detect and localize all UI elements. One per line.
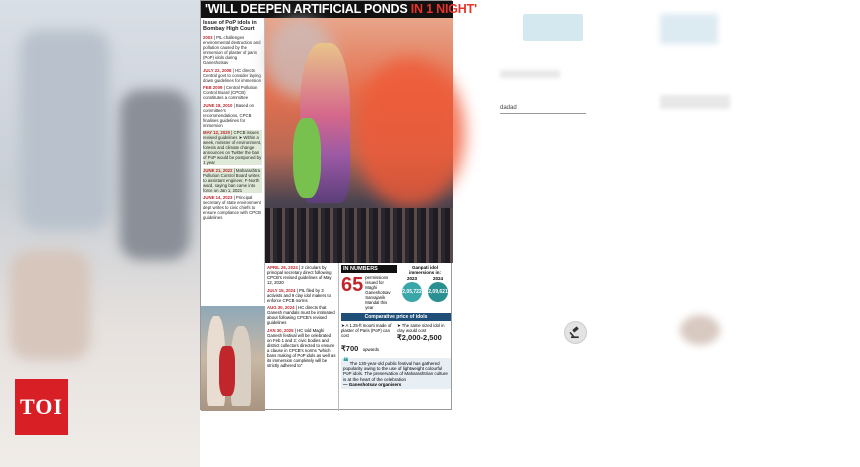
timeline-title: Issue of PoP idols in Bombay High Court	[203, 20, 257, 32]
timeline-item: APRIL 26, 2024 | 2 circulars by principal secretary direct following CPCB's revised guidelines of May 12, 2020	[267, 265, 332, 285]
gavel-icon-button[interactable]	[564, 321, 587, 344]
in-numbers-title: IN NUMBERS	[341, 265, 397, 273]
clay-price-text: ➤ The same sized idol in clay would cost	[397, 323, 445, 333]
pop-price-suffix: upwards	[362, 347, 379, 352]
pop-price: ₹700	[341, 344, 359, 353]
year-2023: 2023	[406, 276, 417, 281]
permissions-text: permissions issued for Maghi Ganeshotsav Sarvajanik Mandal this year	[365, 275, 391, 310]
immersions-2023: 2,05,722	[402, 282, 422, 302]
immersions-title: Ganpati idol immersions in:	[408, 265, 441, 275]
in-numbers-panel	[339, 263, 453, 411]
quote-text: The 130-year-old public festival has gathered popularity owing to the use of lightweight colourful PoP idols. The preservation of Maharashtrian culture is at the heart of the celebration	[343, 361, 448, 382]
permissions-count: 65	[341, 274, 364, 296]
idol-statues-photo	[201, 306, 265, 411]
ganesh-idol-photo	[265, 18, 453, 263]
clay-price: ₹2,000-2,500	[397, 333, 442, 342]
timeline-item: JUNE 21, 2022 | Maharashtra Pollution Control Board writes to assistant engineer, F-North ward, saying ban came into force on Jan 1, 2021	[203, 167, 261, 193]
quote-mark-icon: ❝	[343, 357, 349, 368]
court-timeline	[201, 18, 265, 303]
timeline-item: FEB 2009 | Central Pollution Control Board (CPCB) constitutes a committee	[203, 85, 258, 100]
pop-price-text: ➤ A 1.25-ft moorti made of plaster of Paris (PoP) can cost	[341, 323, 392, 338]
text-input[interactable]: dadad	[500, 102, 586, 114]
timeline-item: JAN 30, 2025 | HC told Maghi Ganesh festival will be celebrated on Feb 1 and 2; civic bodies and district collectors directed to ensure a clause in CPCB's norms "which bans making of PoP idols as well as its immersion completely will be strictly adhered to"	[267, 327, 336, 368]
organisers-quote	[341, 358, 451, 389]
news-infographic	[200, 0, 477, 410]
blurred-text	[660, 95, 730, 109]
timeline-item: MAY 12, 2020 | CPCB issues revised guidelines ➤ Within a week, minister of environment, forests and climate change announces on Twitter the ban of PoP would be postponed by 1 year	[203, 130, 262, 165]
timeline-item: JULY 15, 2024 | PIL filed by 3 activists and 9 clay idol makers to enforce CPCB norms	[267, 287, 332, 303]
comparative-price-title: Comparative price of idols	[341, 313, 451, 321]
blurred-button[interactable]	[523, 14, 583, 41]
timeline-item: 2003 | PIL challenges environmental destruction and pollution caused by the immersion of plaster of paris (PoP) idols during Ganeshotsav	[203, 35, 261, 65]
immersions-2024: 2,09,621	[428, 282, 448, 302]
blurred-avatar	[680, 315, 720, 345]
timeline-item: AUG 30, 2024 | HC directs that Ganesh mandals must be intimated about following CPCB's revised guidelines	[267, 305, 335, 325]
year-2024: 2024	[432, 276, 443, 281]
timeline-item: JUNE 18, 2010 | Based on committee's recommendations, CPCB finalises guidelines for immersion	[203, 102, 255, 128]
toi-logo[interactable]: TOI	[15, 379, 68, 435]
infographic-headline: 'WILL DEEPEN ARTIFICIAL PONDS IN 1 NIGHT'	[201, 1, 453, 18]
timeline-item: JUNE 14, 2023 | Principal secretary of state environment dept writes to civic chiefs to ensure compliance with CPCB guidelines	[203, 195, 262, 220]
blurred-text	[500, 70, 560, 78]
timeline-recent	[265, 263, 339, 411]
gavel-icon	[569, 326, 582, 339]
quote-source: — Ganeshotsav organisers	[343, 381, 402, 387]
blurred-card	[660, 14, 718, 44]
timeline-item: JULY 22, 2008 | HC directs Central govt to consider laying down guidelines for immersion	[203, 67, 262, 83]
